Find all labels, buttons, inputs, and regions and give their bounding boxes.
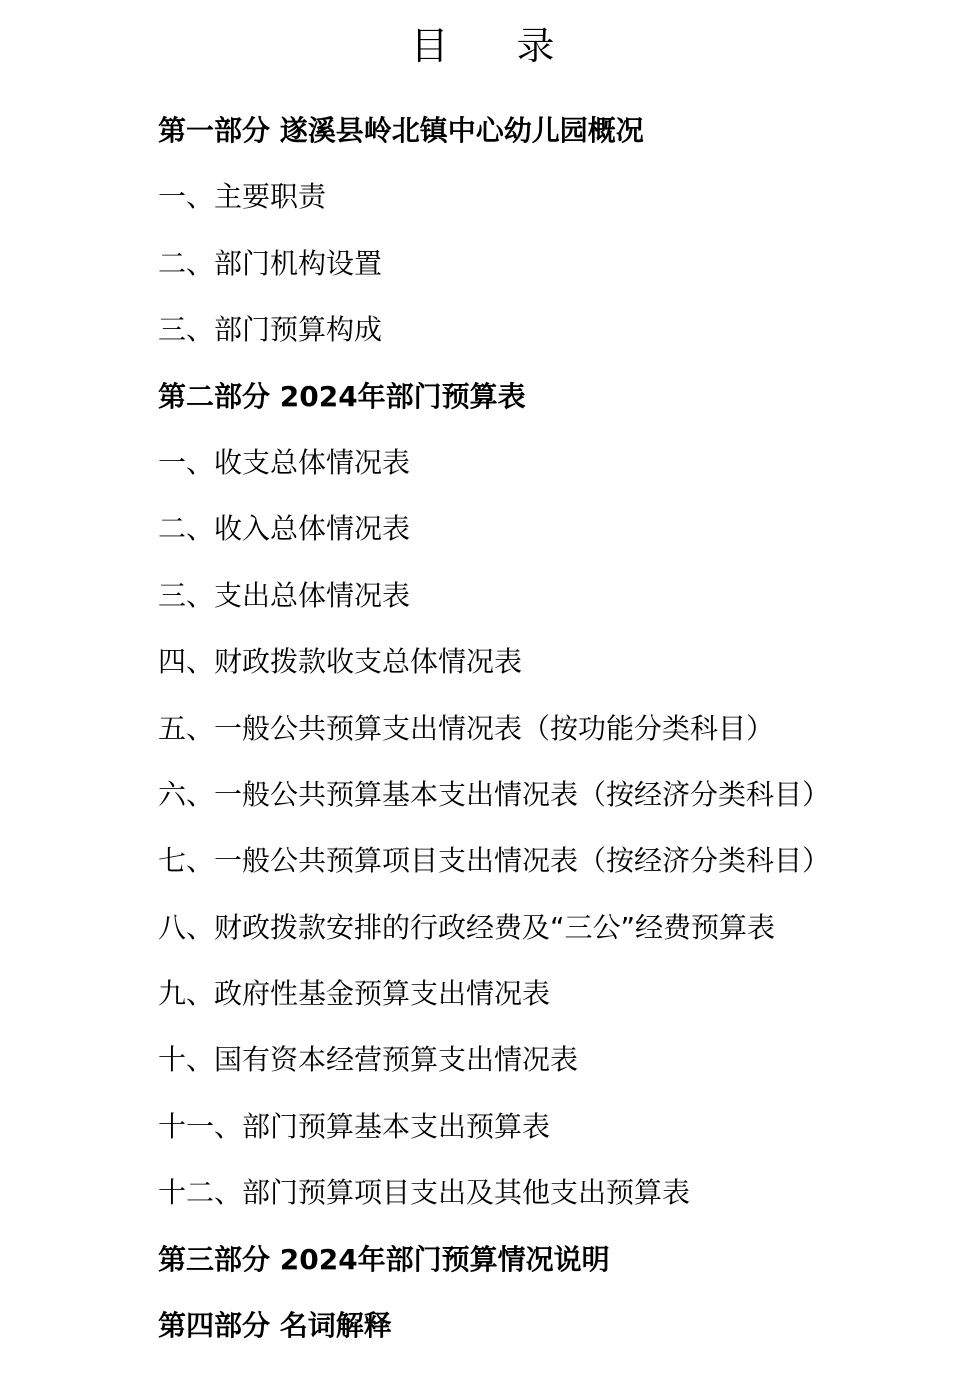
toc-part-4: 第四部分 名词解释 — [158, 1309, 392, 1343]
page-title: 目 录 — [410, 24, 583, 68]
toc-item: 十二、部门预算项目支出及其他支出预算表 — [158, 1176, 691, 1210]
toc-item: 二、收入总体情况表 — [158, 512, 411, 546]
toc-item: 十、国有资本经营预算支出情况表 — [158, 1043, 579, 1077]
toc-item: 一、收支总体情况表 — [158, 445, 411, 479]
toc-item: 二、部门机构设置 — [158, 246, 383, 280]
toc-item: 七、一般公共预算项目支出情况表（按经济分类科目） — [158, 844, 831, 878]
toc-part-1: 第一部分 遂溪县岭北镇中心幼儿园概况 — [158, 114, 644, 147]
toc-part-2: 第二部分 2024年部门预算表 — [158, 379, 526, 413]
toc-item: 一、主要职责 — [158, 180, 327, 214]
toc-part-3: 第三部分 2024年部门预算情况说明 — [158, 1242, 610, 1276]
toc-item: 三、支出总体情况表 — [158, 578, 411, 612]
toc-item: 三、部门预算构成 — [158, 313, 383, 347]
toc-item: 十一、部门预算基本支出预算表 — [158, 1109, 551, 1143]
toc-item: 五、一般公共预算支出情况表（按功能分类科目） — [158, 711, 775, 745]
toc-item: 八、财政拨款安排的行政经费及“三公”经费预算表 — [158, 910, 776, 944]
table-of-contents — [158, 106, 830, 1367]
toc-item: 九、政府性基金预算支出情况表 — [158, 977, 551, 1011]
toc-item: 六、一般公共预算基本支出情况表（按经济分类科目） — [158, 777, 831, 811]
toc-item: 四、财政拨款收支总体情况表 — [158, 645, 523, 679]
